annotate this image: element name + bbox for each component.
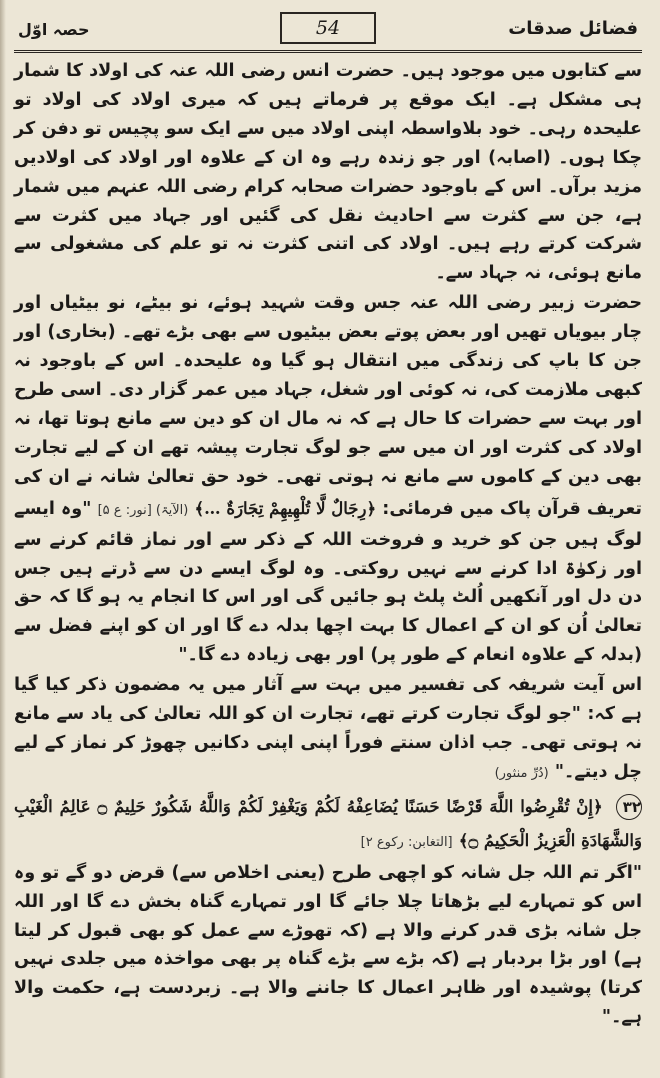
quran-verse-nur: ﴿رِجَالٌ لَّا تُلْهِيهِمْ تِجَارَةٌ …﴾ [194,498,377,518]
paragraph-translation: "اگر تم اللہ جل شانہ کو اچھی طرح (یعنی اخلاص سے) قرض دو گے تو وہ اس کو تمہارے لیے بڑھاتا چلا جائے گا اور تمہارے گناہ بخش دے گا اور اللہ جل شانہ بڑی قدر کرنے والا ہے (کہ تھوڑے سے عمل کو بھی قبول کر لیتا ہے) اور بڑا بردبار ہے (کہ بڑے سے بڑے گناہ پر بھی مواخذہ میں جلدی نہیں کرتا) پوشیدہ اور ظاہر اعمال کا جاننے والا ہے۔ زبردست ہے، حکمت والا ہے۔" [14,862,642,1028]
verse-translation-nur: "وہ ایسے لوگ ہیں جن کو خرید و فروخت اللہ کے ذکر سے اور نماز قائم کرنے سے اور زکوٰۃ ادا کرنے سے نہیں روکتی۔ وہ لوگ ایسے دن سے ڈرتے ہیں جس دن دل اور آنکھیں اُلٹ پلٹ ہو جائیں گی اور اس کا انجام یہ ہو گا کہ حق تعالیٰ اُن کو ان کے اعمال کا بہت اچھا بدلہ دے گا اور ان کو اپنے فضل سے (بدلہ کے علاوہ انعام کے طور پر) اور بھی زیادہ دے گا۔" [14,498,642,666]
paragraph-zubair-text: حضرت زبیر رضی اللہ عنہ جس وقت شہید ہوئے، نو بیٹے، نو بیٹیاں اور چار بیویاں تھیں اور بعض پوتے بعض بیٹیوں سے بھی بڑے تھے۔ (بخاری) اور جن کا باپ کی زندگی میں انتقال ہو گیا وہ علیحدہ۔ اس کے باوجود نہ کبھی ملازمت کی، نہ کوئی اور شغل، جہاد میں عمر گزار دی۔ اسی طرح اور بہت سے حضرات کا حال ہے کہ نہ مال ان کو دین سے مانع ہوتا تھا، نہ اولاد کی کثرت اور ان میں سے جو لوگ تجارت پیشہ تھے ان کے لیے تجارت بھی دین کے کاموں سے مانع نہ ہوتی تھی۔ خود حق تعالیٰ شانہ نے ان کی تعریف قرآن پاک میں فرمائی: [14,293,642,519]
reference-durr-manthur: (دُرِّ منثور) [494,765,549,781]
paragraph-tafsir [14,671,642,789]
page-number-box: 54 [280,12,376,44]
page-header [14,10,642,53]
paragraph-verse-32 [14,790,642,858]
quran-verse-taghabun: ﴿إِنْ تُقْرِضُوا اللَّهَ قَرْضًا حَسَنًا يُضَاعِفْهُ لَكُمْ وَيَغْفِرْ لَكُمْ وَاللَّهُ شَكُورٌ حَلِيمٌ ۝ عَالِمُ الْغَيْبِ وَالشَّهَادَةِ الْعَزِيزُ الْحَكِيمُ ۝﴾ [14,796,642,850]
reference-nur: (الآیۃ) [نور: ع ۵] [97,502,189,518]
part-label: حصہ اوّل [18,20,90,39]
paragraph-tafsir-text: اس آیت شریفہ کی تفسیر میں بہت سے آثار میں یہ مضمون ذکر کیا گیا ہے کہ: "جو لوگ تجارت کرتے تھے، تجارت ان کو اللہ تعالیٰ کی یاد سے مانع نہ ہوتی تھی۔ جب اذان سنتے فوراً اپنی اپنی دکانیں چھوڑ کر نماز کے لیے چل دیتے۔" [14,675,642,782]
verse-number-badge: ۳۲ [616,794,642,820]
page-body [14,53,642,1032]
book-title: فضائل صدقات [508,18,638,39]
reference-taghabun: [التغابن: رکوع ۲] [360,834,453,850]
paragraph-anas: سے کتابوں میں موجود ہیں۔ حضرت انس رضی اللہ عنہ کی اولاد کا شمار ہی مشکل ہے۔ ایک موقع پر فرماتے ہیں کہ میری اولاد کی اولاد تو علیحدہ رہی۔ خود بلاواسطہ اپنی اولاد میں سے ایک سو پچیس تو دفن کر چکا ہوں۔ (اصابہ) اور جو زندہ رہے وہ ان کے علاوہ اور اولاد کی اولادیں مزید برآں۔ اس کے باوجود حضرات صحابہ کرام رضی اللہ عنہم میں شمار ہے، جن سے کثرت سے احادیث نقل کی گئیں اور جہاد میں کثرت سے شرکت کرتے رہے ہیں۔ اولاد کی اتنی کثرت نہ تو علم کی مشغولی سے مانع ہوئی، نہ جہاد سے۔ [14,61,642,284]
paragraph-zubair [14,289,642,670]
